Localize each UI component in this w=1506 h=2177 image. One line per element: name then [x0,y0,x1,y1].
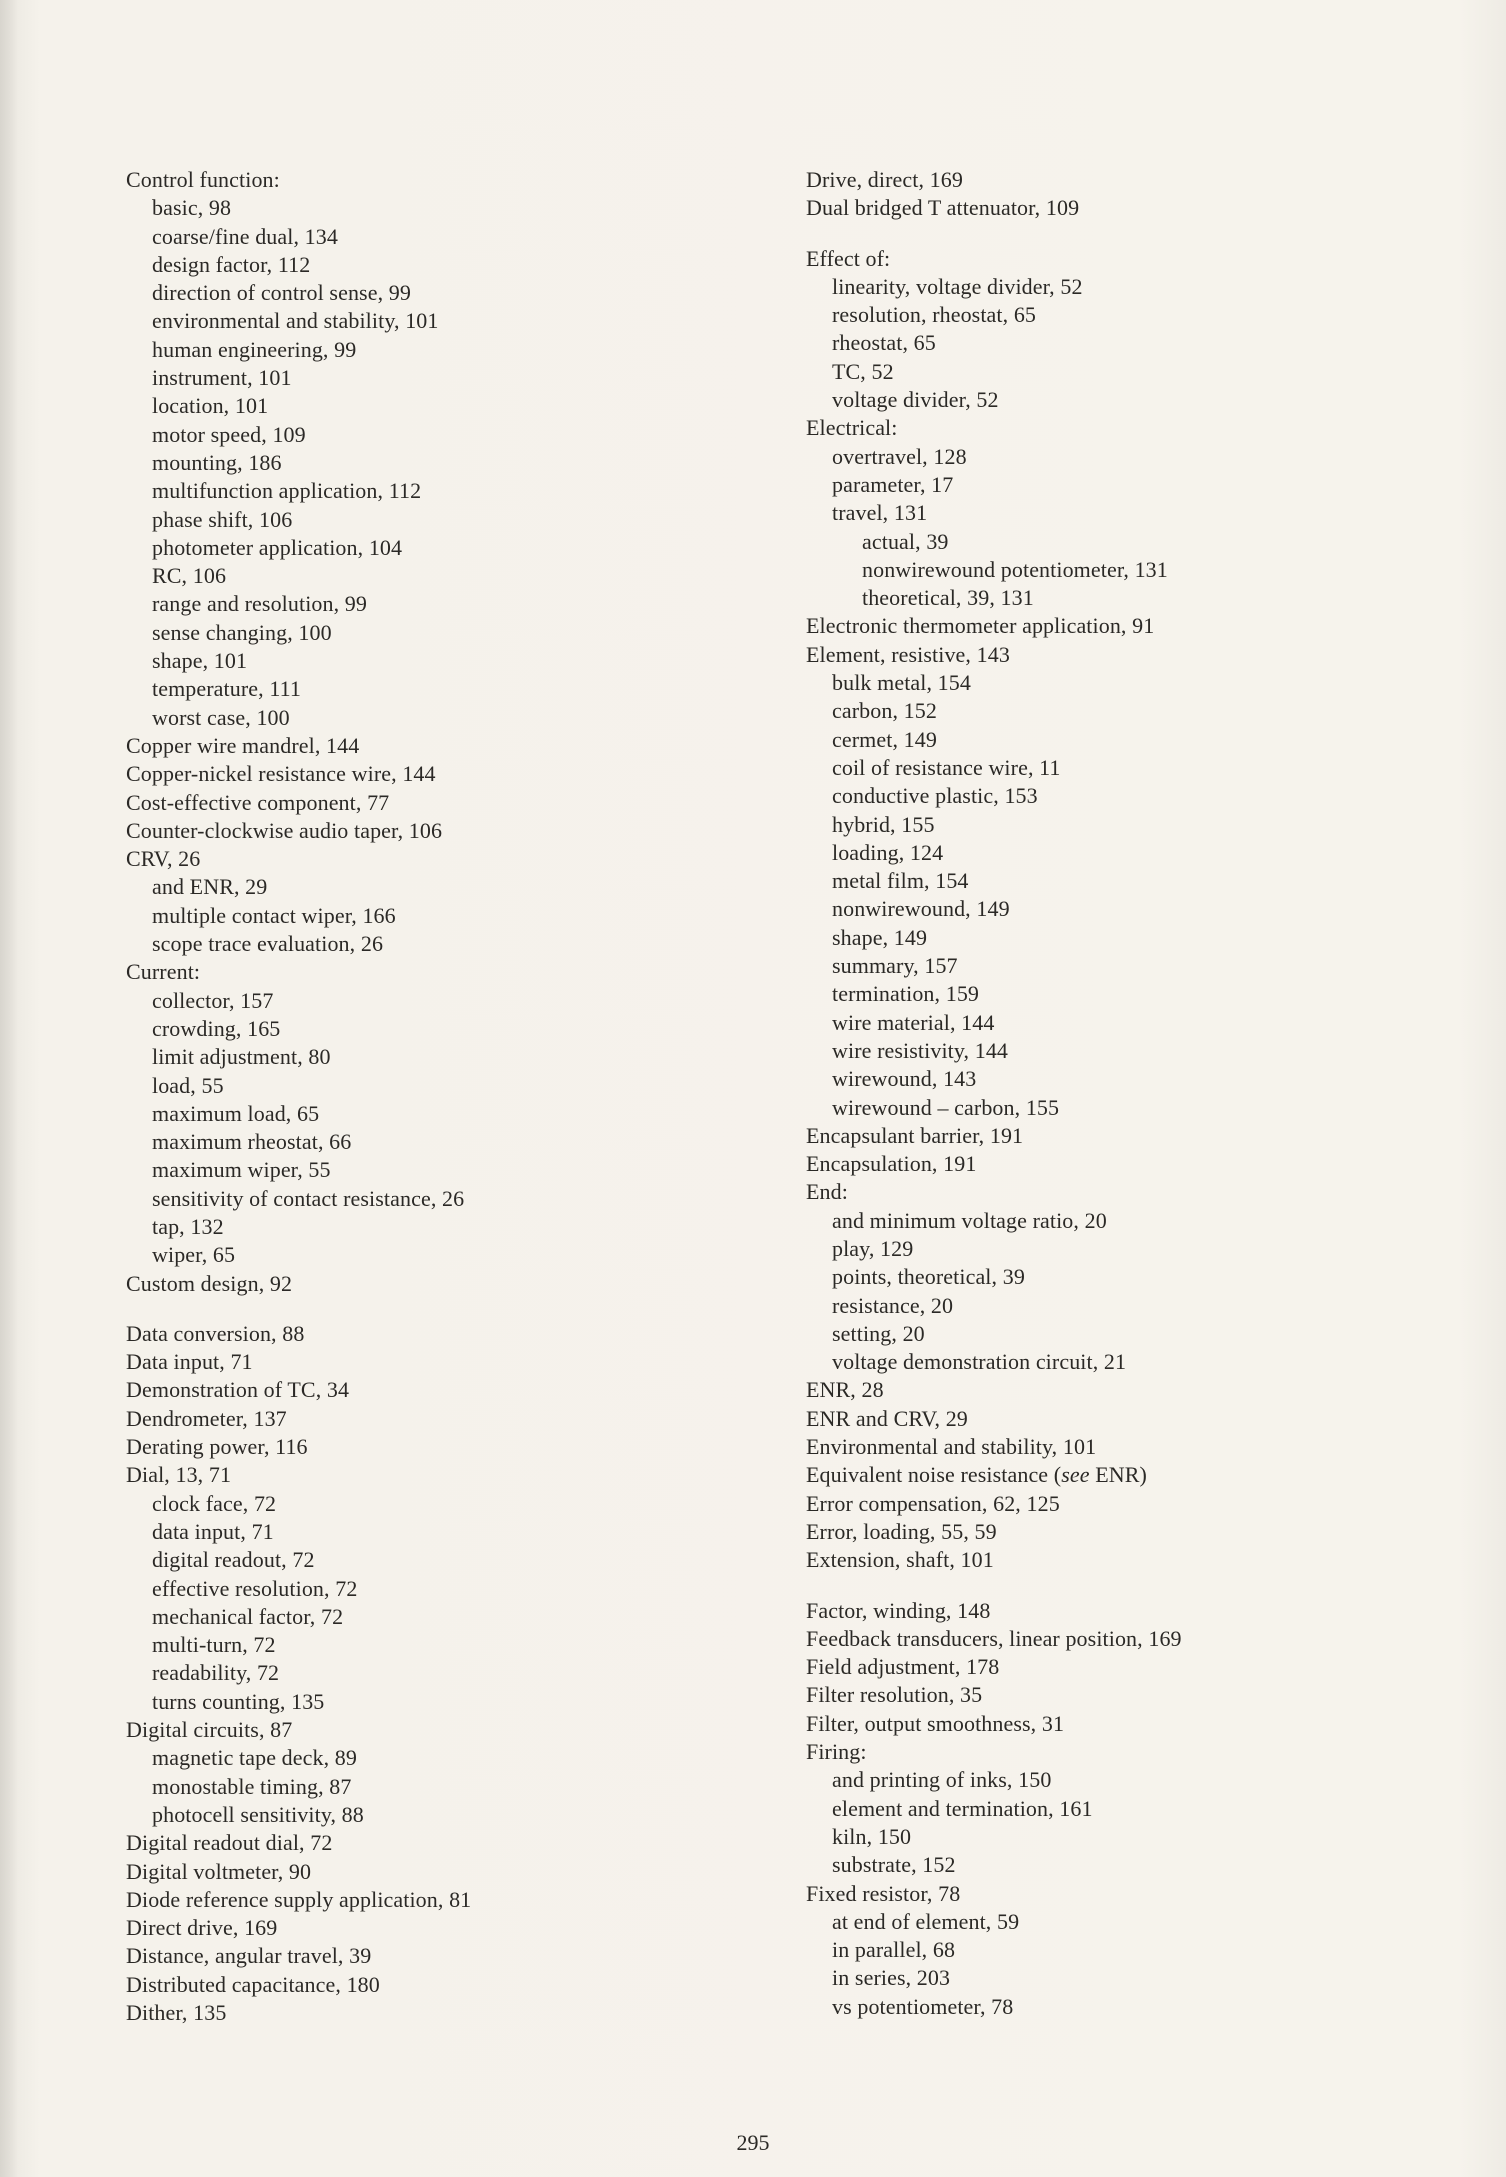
index-subentry: wirewound – carbon, 155 [832,1094,1060,1120]
index-subentry: photometer application, 104 [152,534,403,560]
index-subentry: overtravel, 128 [832,443,967,469]
binding-shadow [0,0,18,2177]
index-subentry: voltage demonstration circuit, 21 [832,1349,1127,1375]
index-entry: End: [806,1179,848,1205]
index-subentry: hybrid, 155 [832,811,935,837]
index-entry: Counter-clockwise audio taper, 106 [126,817,443,843]
index-subentry: data input, 71 [152,1518,274,1544]
index-entry: Feedback transducers, linear position, 169 [806,1625,1182,1651]
index-entry: Dual bridged T attenuator, 109 [806,195,1080,221]
index-subentry: play, 129 [832,1235,914,1261]
index-subentry: sense changing, 100 [152,619,332,645]
index-subentry: wire resistivity, 144 [832,1037,1009,1063]
index-entry: Control function: [126,167,280,192]
index-entry: Error, loading, 55, 59 [806,1518,997,1544]
index-subentry: sensitivity of contact resistance, 26 [152,1185,465,1211]
index-entry: Digital readout dial, 72 [126,1830,333,1856]
index-entry: Fixed resistor, 78 [806,1880,961,1906]
index-subentry: basic, 98 [152,195,232,221]
index-entry: Encapsulation, 191 [806,1151,977,1177]
index-entry: Digital circuits, 87 [126,1717,293,1743]
index-entry: Electronic thermometer application, 91 [806,613,1155,639]
index-column-left [126,166,726,2027]
index-entry: ENR and CRV, 29 [806,1405,968,1431]
index-entry: Extension, shaft, 101 [806,1547,994,1573]
index-subentry: photocell sensitivity, 88 [152,1801,364,1827]
index-subentry: termination, 159 [832,981,980,1007]
index-subentry: multiple contact wiper, 166 [152,902,396,928]
index-subentry: multifunction application, 112 [152,478,422,504]
index-entry: Diode reference supply application, 81 [126,1886,472,1912]
index-subentry: linearity, voltage divider, 52 [832,273,1083,299]
index-entry: Copper wire mandrel, 144 [126,732,360,758]
index-entry: Digital voltmeter, 90 [126,1858,312,1884]
index-entry: Distance, angular travel, 39 [126,1943,372,1969]
index-entry: Equivalent noise resistance (see ENR) [806,1462,1147,1488]
index-subentry: shape, 149 [832,924,928,950]
index-subentry: shape, 101 [152,648,248,674]
index-entry: Dial, 13, 71 [126,1462,232,1488]
index-subentry: parameter, 17 [832,471,954,497]
index-subentry: theoretical, 39, 131 [862,585,1034,611]
index-subentry: wire material, 144 [832,1009,995,1035]
index-subentry: in parallel, 68 [832,1937,956,1963]
index-subentry: summary, 157 [832,953,958,979]
index-subentry: maximum load, 65 [152,1100,320,1126]
index-subentry: metal film, 154 [832,868,969,894]
index-subentry: and minimum voltage ratio, 20 [832,1207,1107,1233]
index-subentry: turns counting, 135 [152,1688,325,1714]
index-subentry: conductive plastic, 153 [832,783,1038,809]
see-reference: see [1061,1462,1090,1488]
index-entry: Direct drive, 169 [126,1915,278,1941]
index-subentry: wirewound, 143 [832,1066,977,1092]
index-subentry: nonwirewound potentiometer, 131 [862,556,1168,582]
index-subentry: points, theoretical, 39 [832,1264,1025,1290]
index-entry: Factor, winding, 148 [806,1597,991,1623]
index-subentry: rheostat, 65 [832,330,936,356]
index-entry: Demonstration of TC, 34 [126,1377,350,1403]
index-subentry: at end of element, 59 [832,1908,1020,1934]
index-subentry: worst case, 100 [152,704,290,730]
index-subentry: monostable timing, 87 [152,1773,352,1799]
page-number: 295 [736,2130,770,2155]
index-subentry: temperature, 111 [152,676,302,702]
section-gap [806,1575,1446,1597]
index-subentry: clock face, 72 [152,1490,277,1516]
index-entry: Cost-effective component, 77 [126,789,390,815]
index-entry: Current: [126,959,201,985]
index-subentry: and ENR, 29 [152,874,268,900]
index-subentry: bulk metal, 154 [832,670,971,696]
index-entry: Custom design, 92 [126,1270,293,1296]
index-subentry: mounting, 186 [152,449,282,475]
index-subentry: maximum rheostat, 66 [152,1129,352,1155]
index-subentry: motor speed, 109 [152,421,306,447]
index-entry: Environmental and stability, 101 [806,1434,1097,1460]
index-subentry: multi-turn, 72 [152,1632,276,1658]
index-subentry: nonwirewound, 149 [832,896,1010,922]
index-subentry: location, 101 [152,393,269,419]
index-entry: Distributed capacitance, 180 [126,1971,380,1997]
index-subentry: coarse/fine dual, 134 [152,223,338,249]
index-subentry: design factor, 112 [152,251,311,277]
index-subentry: magnetic tape deck, 89 [152,1745,358,1771]
index-subentry: range and resolution, 99 [152,591,368,617]
index-subentry: vs potentiometer, 78 [832,1993,1014,2019]
index-subentry: resolution, rheostat, 65 [832,302,1037,328]
index-subentry: readability, 72 [152,1660,280,1686]
index-subentry: crowding, 165 [152,1015,281,1041]
index-subentry: resistance, 20 [832,1292,954,1318]
index-entry: Encapsulant barrier, 191 [806,1122,1024,1148]
index-entry: Electrical: [806,415,898,441]
index-subentry: phase shift, 106 [152,506,293,532]
index-subentry: digital readout, 72 [152,1547,315,1573]
index-entry: Data input, 71 [126,1349,253,1375]
index-entry: Derating power, 116 [126,1434,308,1460]
index-column-right [806,166,1446,2021]
index-entry: Copper-nickel resistance wire, 144 [126,761,436,787]
index-subentry: coil of resistance wire, 11 [832,754,1061,780]
index-subentry: direction of control sense, 99 [152,280,411,306]
index-subentry: mechanical factor, 72 [152,1603,344,1629]
index-subentry: actual, 39 [862,528,949,554]
index-entry: Filter resolution, 35 [806,1682,983,1708]
index-subentry: wiper, 65 [152,1242,236,1268]
index-entry: Data conversion, 88 [126,1320,305,1346]
section-gap [806,223,1446,245]
index-subentry: in series, 203 [832,1965,951,1991]
index-subentry: RC, 106 [152,563,227,589]
index-subentry: instrument, 101 [152,365,292,391]
index-subentry: cermet, 149 [832,726,937,752]
index-subentry: load, 55 [152,1072,224,1098]
index-entry: Dither, 135 [126,2000,227,2025]
index-subentry: setting, 20 [832,1320,925,1346]
index-entry: Drive, direct, 169 [806,167,963,192]
index-entry: Field adjustment, 178 [806,1654,1000,1680]
index-entry: Element, resistive, 143 [806,641,1010,667]
index-subentry: tap, 132 [152,1213,224,1239]
index-entry: Error compensation, 62, 125 [806,1490,1060,1516]
index-entry: Effect of: [806,245,891,271]
index-subentry: kiln, 150 [832,1823,912,1849]
index-subentry: and printing of inks, 150 [832,1767,1052,1793]
index-subentry: scope trace evaluation, 26 [152,931,384,957]
index-subentry: substrate, 152 [832,1852,956,1878]
index-subentry: collector, 157 [152,987,274,1013]
index-subentry: human engineering, 99 [152,336,357,362]
index-subentry: effective resolution, 72 [152,1575,358,1601]
index-entry: Dendrometer, 137 [126,1405,287,1431]
index-subentry: environmental and stability, 101 [152,308,439,334]
section-gap [126,1298,726,1320]
index-subentry: element and termination, 161 [832,1795,1093,1821]
index-subentry: maximum wiper, 55 [152,1157,331,1183]
index-subentry: limit adjustment, 80 [152,1044,331,1070]
index-entry: ENR, 28 [806,1377,884,1403]
index-subentry: TC, 52 [832,358,894,384]
index-subentry: voltage divider, 52 [832,387,999,413]
index-subentry: loading, 124 [832,839,944,865]
index-entry: CRV, 26 [126,846,201,872]
index-subentry: travel, 131 [832,500,928,526]
index-subentry: carbon, 152 [832,698,937,724]
index-entry: Firing: [806,1739,867,1765]
index-entry: Filter, output smoothness, 31 [806,1710,1065,1736]
